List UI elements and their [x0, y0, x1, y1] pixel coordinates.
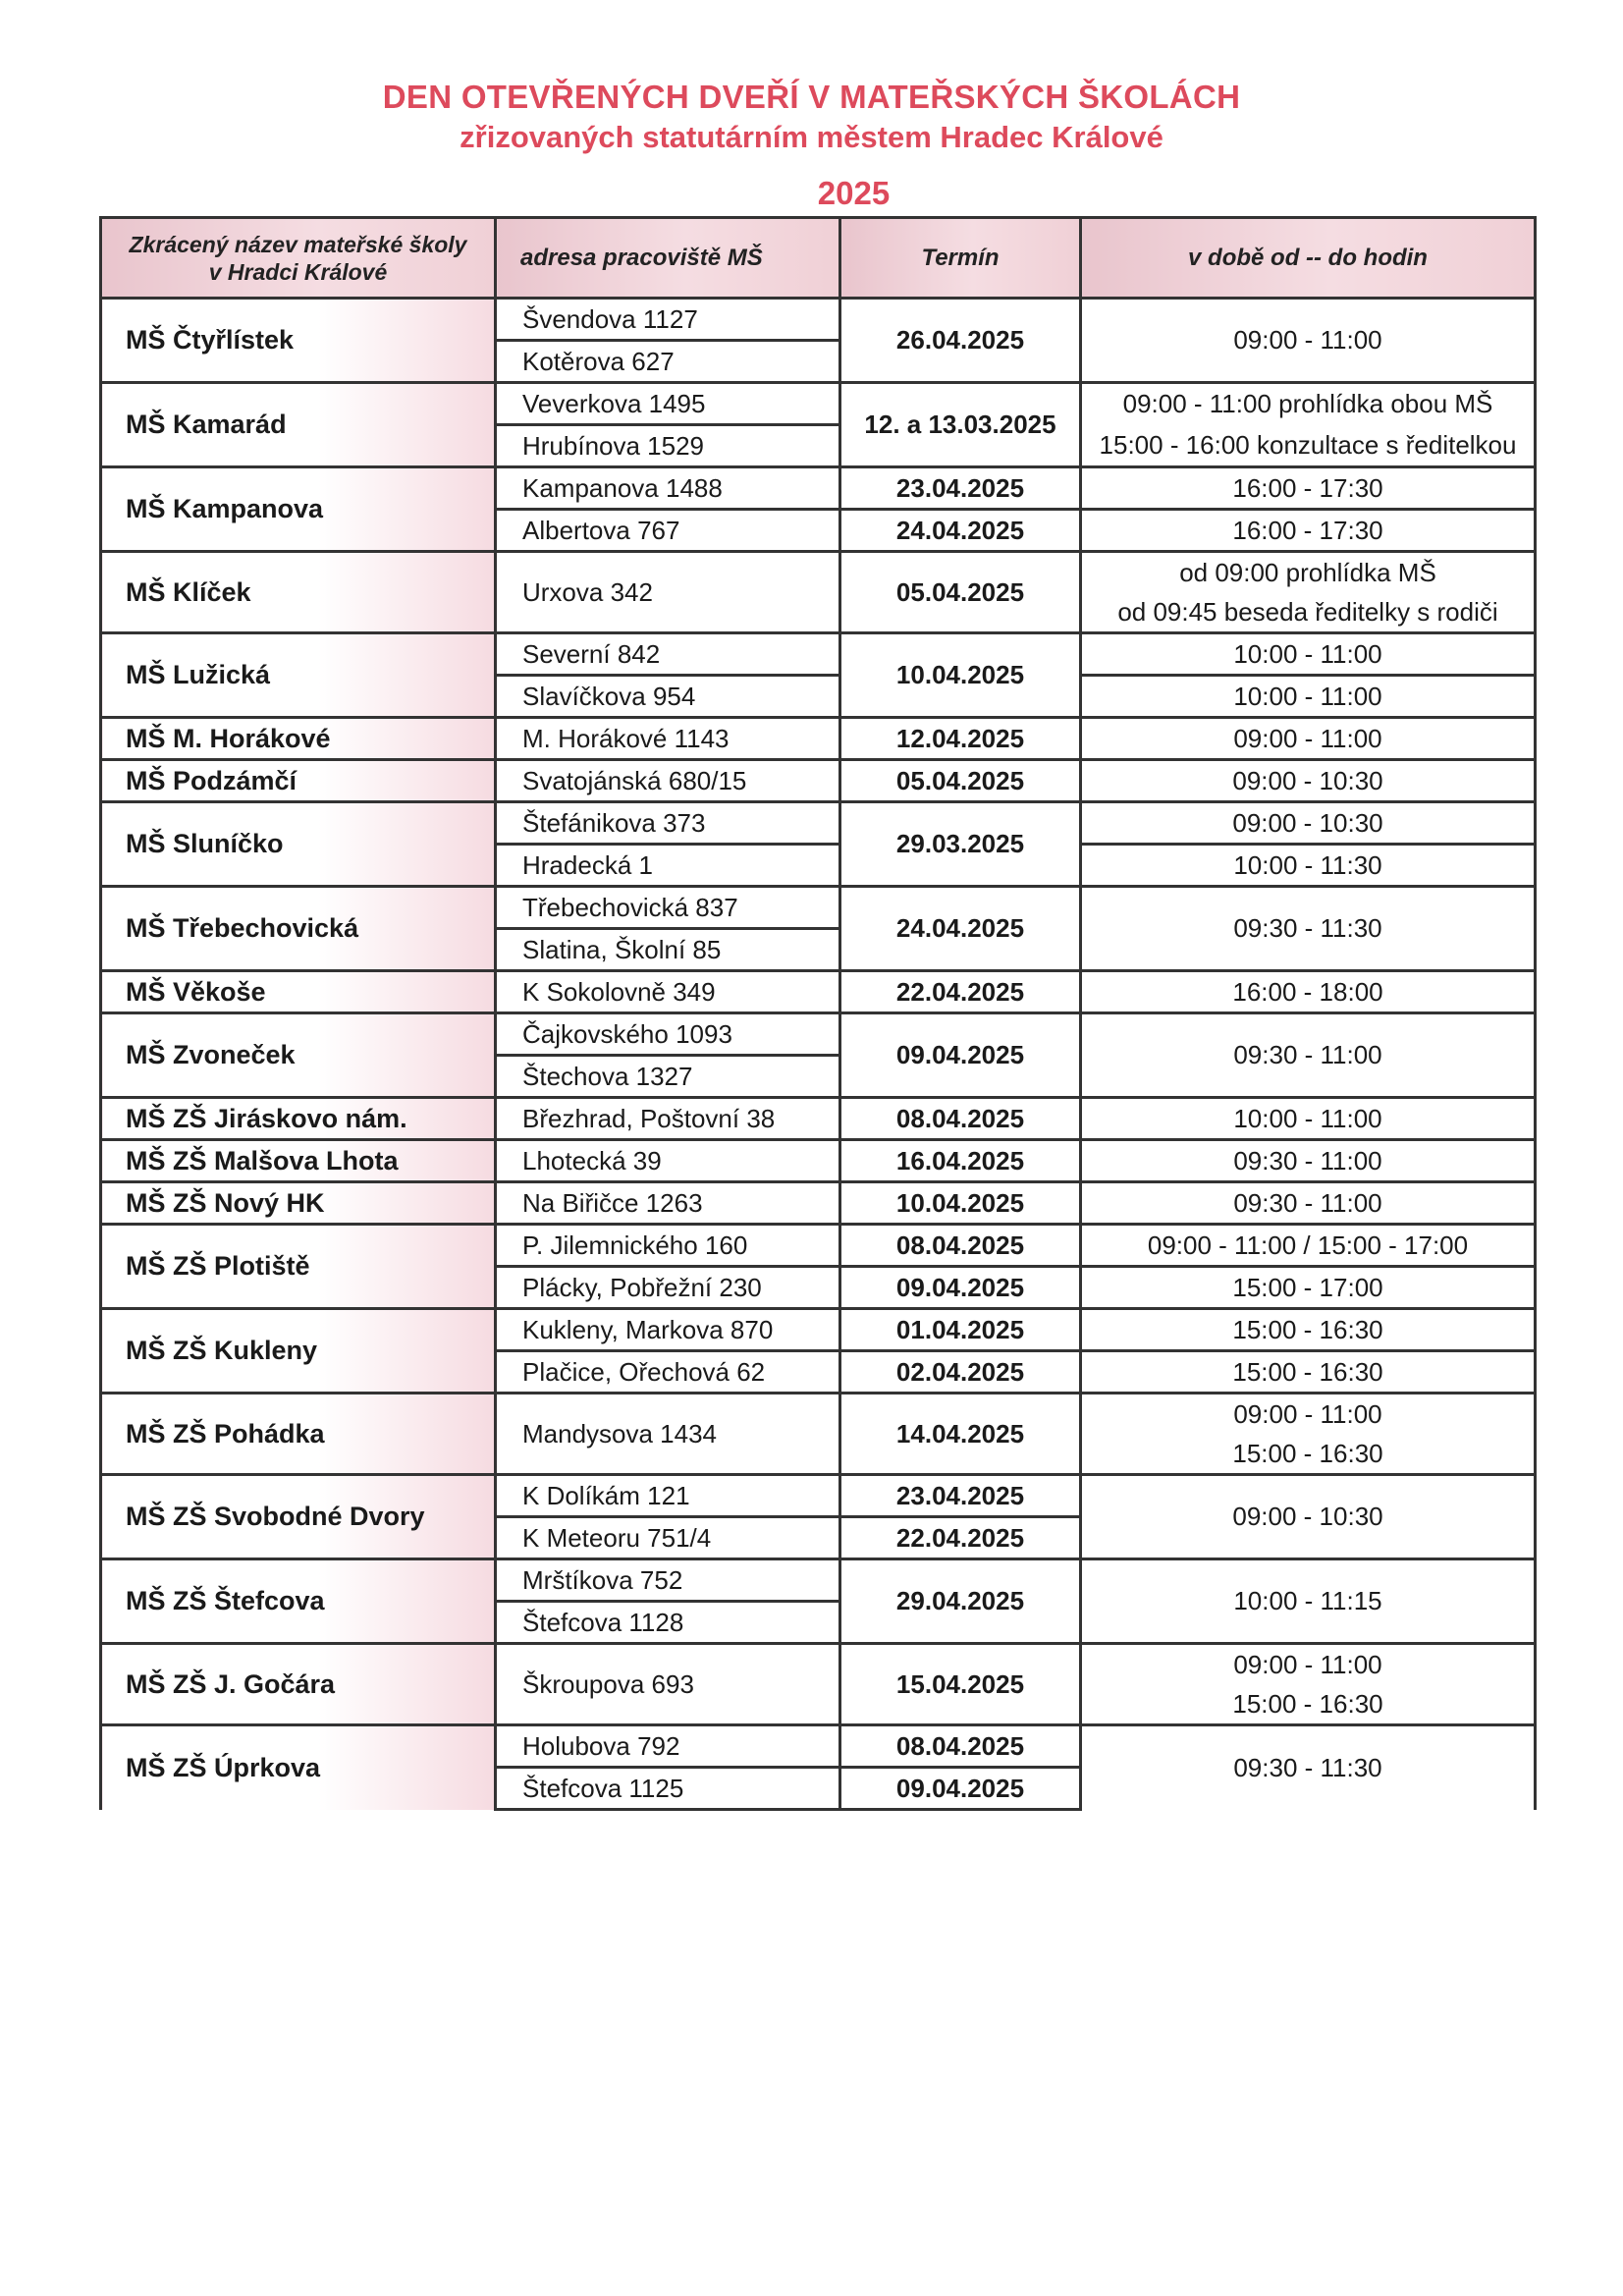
address-cell: Škroupova 693	[496, 1644, 840, 1725]
date-cell: 29.04.2025	[840, 1559, 1081, 1644]
date-cell: 12.04.2025	[840, 718, 1081, 760]
address-cell: Slavíčkova 954	[496, 676, 840, 718]
address-cell: K Dolíkám 121	[496, 1475, 840, 1517]
year-label: 2025	[817, 175, 891, 211]
table-row	[101, 802, 1536, 845]
time-cell: 10:00 - 11:30	[1081, 845, 1536, 887]
time-cell: od 09:00 prohlídka MŠ	[1081, 552, 1536, 593]
address-cell: Švendova 1127	[496, 299, 840, 341]
time-cell: 09:30 - 11:00	[1081, 1182, 1536, 1225]
table-row	[101, 1644, 1536, 1685]
date-cell: 23.04.2025	[840, 467, 1081, 510]
school-name: MŠ ZŠ Pohádka	[101, 1394, 496, 1475]
column-header-school	[101, 218, 496, 299]
table-row	[101, 1013, 1536, 1056]
date-cell: 05.04.2025	[840, 552, 1081, 633]
time-cell: 09:00 - 11:00	[1081, 718, 1536, 760]
time-cell: 10:00 - 11:15	[1081, 1559, 1536, 1644]
time-cell: 09:00 - 11:00 prohlídka obou MŠ	[1081, 383, 1536, 425]
date-cell: 01.04.2025	[840, 1309, 1081, 1351]
school-name: MŠ ZŠ J. Gočára	[101, 1644, 496, 1725]
date-cell: 26.04.2025	[840, 299, 1081, 383]
address-cell: P. Jilemnického 160	[496, 1225, 840, 1267]
date-cell: 08.04.2025	[840, 1098, 1081, 1140]
address-cell: Holubova 792	[496, 1725, 840, 1768]
time-cell: 09:00 - 11:00	[1081, 299, 1536, 383]
address-cell: Hradecká 1	[496, 845, 840, 887]
school-name: MŠ Věkoše	[101, 971, 496, 1013]
table-row	[101, 633, 1536, 676]
time-cell: 16:00 - 18:00	[1081, 971, 1536, 1013]
school-name: MŠ Třebechovická	[101, 887, 496, 971]
time-cell: 16:00 - 17:30	[1081, 510, 1536, 552]
school-name: MŠ ZŠ Kukleny	[101, 1309, 496, 1394]
school-name: MŠ Kampanova	[101, 467, 496, 552]
date-cell: 10.04.2025	[840, 1182, 1081, 1225]
address-cell: Kampanova 1488	[496, 467, 840, 510]
time-cell: 15:00 - 16:30	[1081, 1309, 1536, 1351]
table-row	[101, 552, 1536, 593]
address-cell: Třebechovická 837	[496, 887, 840, 929]
page-subtitle: zřizovaných statutárním městem Hradec Králové	[460, 120, 1163, 154]
date-cell: 10.04.2025	[840, 633, 1081, 718]
time-cell: 15:00 - 17:00	[1081, 1267, 1536, 1309]
school-name: MŠ ZŠ Úprkova	[101, 1725, 496, 1810]
table-row	[101, 1225, 1536, 1267]
date-cell: 16.04.2025	[840, 1140, 1081, 1182]
school-name: MŠ Zvoneček	[101, 1013, 496, 1098]
address-cell: Mandysova 1434	[496, 1394, 840, 1475]
table-row	[101, 887, 1536, 929]
address-cell: Kotěrova 627	[496, 341, 840, 383]
table-row	[101, 1394, 1536, 1435]
table-row	[101, 1559, 1536, 1602]
date-cell: 22.04.2025	[840, 971, 1081, 1013]
school-name: MŠ M. Horákové	[101, 718, 496, 760]
address-cell: Slatina, Školní 85	[496, 929, 840, 971]
address-cell: Štefcova 1128	[496, 1602, 840, 1644]
address-cell: K Sokolovně 349	[496, 971, 840, 1013]
table-row	[101, 299, 1536, 341]
school-name: MŠ Sluníčko	[101, 802, 496, 887]
address-cell: Na Biřičce 1263	[496, 1182, 840, 1225]
address-cell: Plačice, Ořechová 62	[496, 1351, 840, 1394]
date-cell: 02.04.2025	[840, 1351, 1081, 1394]
date-cell: 09.04.2025	[840, 1013, 1081, 1098]
time-cell: 09:30 - 11:00	[1081, 1140, 1536, 1182]
address-cell: Veverkova 1495	[496, 383, 840, 425]
date-cell: 09.04.2025	[840, 1267, 1081, 1309]
time-cell: 09:00 - 11:00 / 15:00 - 17:00	[1081, 1225, 1536, 1267]
time-cell: 09:30 - 11:30	[1081, 887, 1536, 971]
date-cell: 12. a 13.03.2025	[840, 383, 1081, 467]
column-header-school-line1: Zkrácený název mateřské školy	[129, 231, 467, 257]
date-cell: 08.04.2025	[840, 1225, 1081, 1267]
time-cell: 09:00 - 11:00	[1081, 1394, 1536, 1435]
date-cell: 15.04.2025	[840, 1644, 1081, 1725]
table-row	[101, 383, 1536, 425]
school-name: MŠ ZŠ Malšova Lhota	[101, 1140, 496, 1182]
address-cell: Březhrad, Poštovní 38	[496, 1098, 840, 1140]
school-name: MŠ ZŠ Štefcova	[101, 1559, 496, 1644]
date-cell: 08.04.2025	[840, 1725, 1081, 1768]
address-cell: Lhotecká 39	[496, 1140, 840, 1182]
column-header-term: Termín	[840, 218, 1081, 299]
table-row	[101, 467, 1536, 510]
address-cell: Severní 842	[496, 633, 840, 676]
table-header-row	[101, 218, 1536, 299]
page-title: DEN OTEVŘENÝCH DVEŘÍ V MATEŘSKÝCH ŠKOLÁCH	[382, 79, 1241, 115]
address-cell: Čajkovského 1093	[496, 1013, 840, 1056]
address-cell: Urxova 342	[496, 552, 840, 633]
column-header-address: adresa pracoviště MŠ	[496, 218, 840, 299]
school-name: MŠ Klíček	[101, 552, 496, 633]
date-cell: 05.04.2025	[840, 760, 1081, 802]
school-name: MŠ Podzámčí	[101, 760, 496, 802]
open-day-table	[99, 216, 1537, 1811]
time-cell: 09:30 - 11:30	[1081, 1725, 1536, 1810]
address-cell: Štefcova 1125	[496, 1768, 840, 1810]
time-cell: 09:00 - 10:30	[1081, 760, 1536, 802]
time-cell: 09:00 - 10:30	[1081, 802, 1536, 845]
school-name: MŠ ZŠ Nový HK	[101, 1182, 496, 1225]
address-cell: Svatojánská 680/15	[496, 760, 840, 802]
time-cell: 16:00 - 17:30	[1081, 467, 1536, 510]
time-cell: od 09:45 beseda ředitelky s rodiči	[1081, 592, 1536, 633]
school-name: MŠ Kamarád	[101, 383, 496, 467]
address-cell: Plácky, Pobřežní 230	[496, 1267, 840, 1309]
table-row	[101, 1725, 1536, 1768]
address-cell: Mrštíkova 752	[496, 1559, 840, 1602]
time-cell: 15:00 - 16:00 konzultace s ředitelkou	[1081, 425, 1536, 467]
school-name: MŠ Čtyřlístek	[101, 299, 496, 383]
date-cell: 14.04.2025	[840, 1394, 1081, 1475]
table-row	[101, 1475, 1536, 1517]
time-cell: 09:00 - 11:00	[1081, 1644, 1536, 1685]
school-name: MŠ ZŠ Svobodné Dvory	[101, 1475, 496, 1559]
date-cell: 24.04.2025	[840, 510, 1081, 552]
time-cell: 15:00 - 16:30	[1081, 1351, 1536, 1394]
school-name: MŠ ZŠ Plotiště	[101, 1225, 496, 1309]
address-cell: Hrubínova 1529	[496, 425, 840, 467]
time-cell: 10:00 - 11:00	[1081, 676, 1536, 718]
table-row	[101, 1309, 1536, 1351]
date-cell: 23.04.2025	[840, 1475, 1081, 1517]
address-cell: Štechova 1327	[496, 1056, 840, 1098]
date-cell: 29.03.2025	[840, 802, 1081, 887]
address-cell: Štefánikova 373	[496, 802, 840, 845]
time-cell: 15:00 - 16:30	[1081, 1684, 1536, 1725]
time-cell: 15:00 - 16:30	[1081, 1434, 1536, 1475]
column-header-school-line2: v Hradci Králové	[208, 258, 388, 285]
address-cell: Kukleny, Markova 870	[496, 1309, 840, 1351]
school-name: MŠ ZŠ Jiráskovo nám.	[101, 1098, 496, 1140]
address-cell: M. Horákové 1143	[496, 718, 840, 760]
time-cell: 09:00 - 10:30	[1081, 1475, 1536, 1559]
date-cell: 24.04.2025	[840, 887, 1081, 971]
column-header-hours: v době od -- do hodin	[1081, 218, 1536, 299]
address-cell: Albertova 767	[496, 510, 840, 552]
address-cell: K Meteoru 751/4	[496, 1517, 840, 1559]
time-cell: 10:00 - 11:00	[1081, 633, 1536, 676]
date-cell: 09.04.2025	[840, 1768, 1081, 1810]
time-cell: 10:00 - 11:00	[1081, 1098, 1536, 1140]
time-cell: 09:30 - 11:00	[1081, 1013, 1536, 1098]
date-cell: 22.04.2025	[840, 1517, 1081, 1559]
school-name: MŠ Lužická	[101, 633, 496, 718]
